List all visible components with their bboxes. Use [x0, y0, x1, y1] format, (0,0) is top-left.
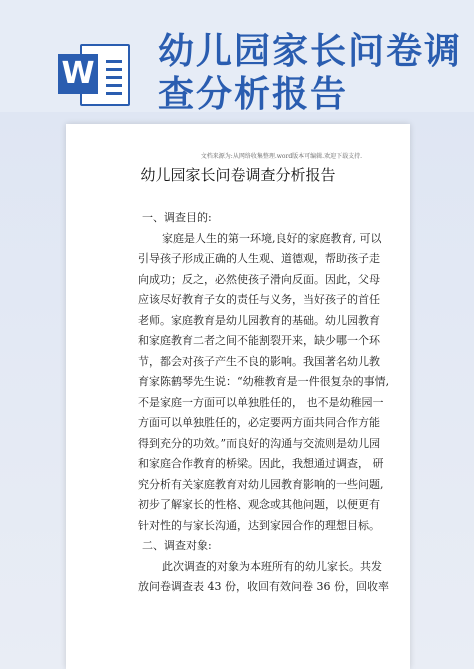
body-line: 究分析有关家庭教育对幼儿园教育影响的一些问题,	[138, 477, 384, 491]
document-title: 幼儿园家长问卷调查分析报告	[140, 166, 336, 184]
source-note: 文档来源为:从网络收集整理.word版本可编辑.欢迎下载支持.	[200, 153, 362, 160]
body-line: 放问卷调查表 43 份，收回有效问卷 36 份，回收率	[138, 580, 389, 593]
word-logo-letter: W	[58, 54, 98, 94]
document-body	[138, 208, 390, 598]
document-page	[66, 124, 410, 669]
body-line: 方面可以单独胜任的，必定要两方面共同合作方能	[138, 416, 380, 429]
page-title-line-2: 查分析报告	[158, 74, 349, 115]
body-line: 不是家庭一方面可以单独胜任的， 也不是幼稚园一	[138, 395, 384, 409]
body-line: 应该尽好教育子女的责任与义务，当好孩子的首任	[138, 293, 380, 306]
body-line: 家庭是人生的第一环境,良好的家庭教育, 可以	[162, 231, 382, 245]
body-line: 一、调查目的:	[142, 211, 212, 224]
body-line: 引导孩子形成正确的人生观、道德观，帮助孩子走	[138, 252, 380, 265]
body-line: 针对性的与家长沟通，达到家园合作的理想目标。	[138, 518, 380, 532]
header-banner	[0, 0, 474, 115]
body-line: 节，都会对孩子产生不良的影响。我国著名幼儿教	[138, 354, 380, 368]
body-line: 和家庭合作教育的桥梁。因此，我想通过调查， 研	[138, 457, 384, 470]
body-line: 老师。家庭教育是幼儿园教育的基础。幼儿园教育	[138, 313, 380, 327]
body-line: 向成功；反之，必然使孩子滑向反面。因此，父母	[138, 272, 380, 286]
body-line: 二、调查对象:	[142, 539, 212, 552]
body-line: 和家庭教育二者之间不能割裂开来，缺少哪一个环	[138, 334, 380, 347]
body-line: 得到充分的功效。”而良好的沟通与交流则是幼儿园	[138, 436, 381, 450]
page-title-line-1: 幼儿园家长问卷调	[158, 31, 463, 72]
body-line: 此次调查的对象为本班所有的幼儿家长。共发	[162, 559, 382, 573]
body-line: 育家陈鹤琴先生说：“幼稚教育是一件很复杂的事情,	[138, 375, 390, 388]
page-title	[158, 30, 468, 116]
word-document-icon	[58, 40, 128, 106]
body-line: 初步了解家长的性格、观念或其他问题，以便更有	[138, 498, 380, 511]
